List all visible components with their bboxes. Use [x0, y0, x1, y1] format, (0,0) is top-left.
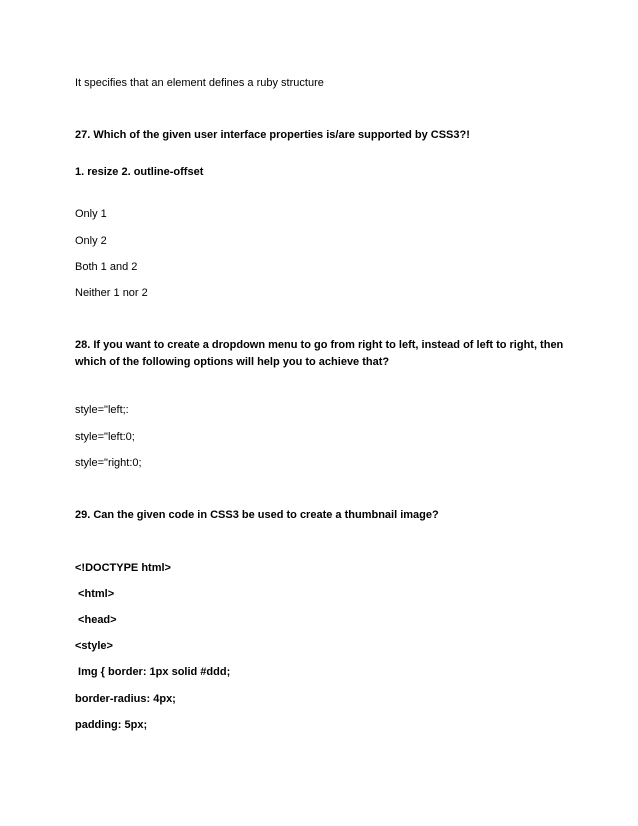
code-line-style: <style>	[75, 640, 113, 652]
question-29: 29. Can the given code in CSS3 be used to create a thumbnail image?	[75, 509, 439, 521]
code-line-img-border: Img { border: 1px solid #ddd;	[75, 666, 231, 678]
code-line-html: <html>	[75, 588, 115, 600]
code-line-border-radius: border-radius: 4px;	[75, 693, 176, 705]
question-27-option-2: Only 2	[75, 235, 107, 247]
code-line-head: <head>	[75, 614, 117, 626]
question-28-line-2: which of the following options will help you to achieve that?	[75, 356, 390, 368]
question-27-option-4: Neither 1 nor 2	[75, 287, 148, 299]
code-line-padding: padding: 5px;	[75, 719, 148, 731]
question-27-option-1: Only 1	[75, 208, 107, 220]
question-28-option-1: style="left;:	[75, 404, 129, 416]
question-28-option-2: style="left:0;	[75, 431, 135, 443]
question-28-line-1: 28. If you want to create a dropdown menu to go from right to left, instead of left to right, then	[75, 339, 564, 351]
code-line-doctype: <!DOCTYPE html>	[75, 562, 171, 574]
question-27: 27. Which of the given user interface properties is/are supported by CSS3?!	[75, 129, 470, 141]
question-28-option-3: style="right:0;	[75, 457, 142, 469]
question-27-items: 1. resize 2. outline-offset	[75, 166, 204, 178]
intro-text: It specifies that an element defines a ruby structure	[75, 77, 324, 89]
question-27-option-3: Both 1 and 2	[75, 261, 138, 273]
